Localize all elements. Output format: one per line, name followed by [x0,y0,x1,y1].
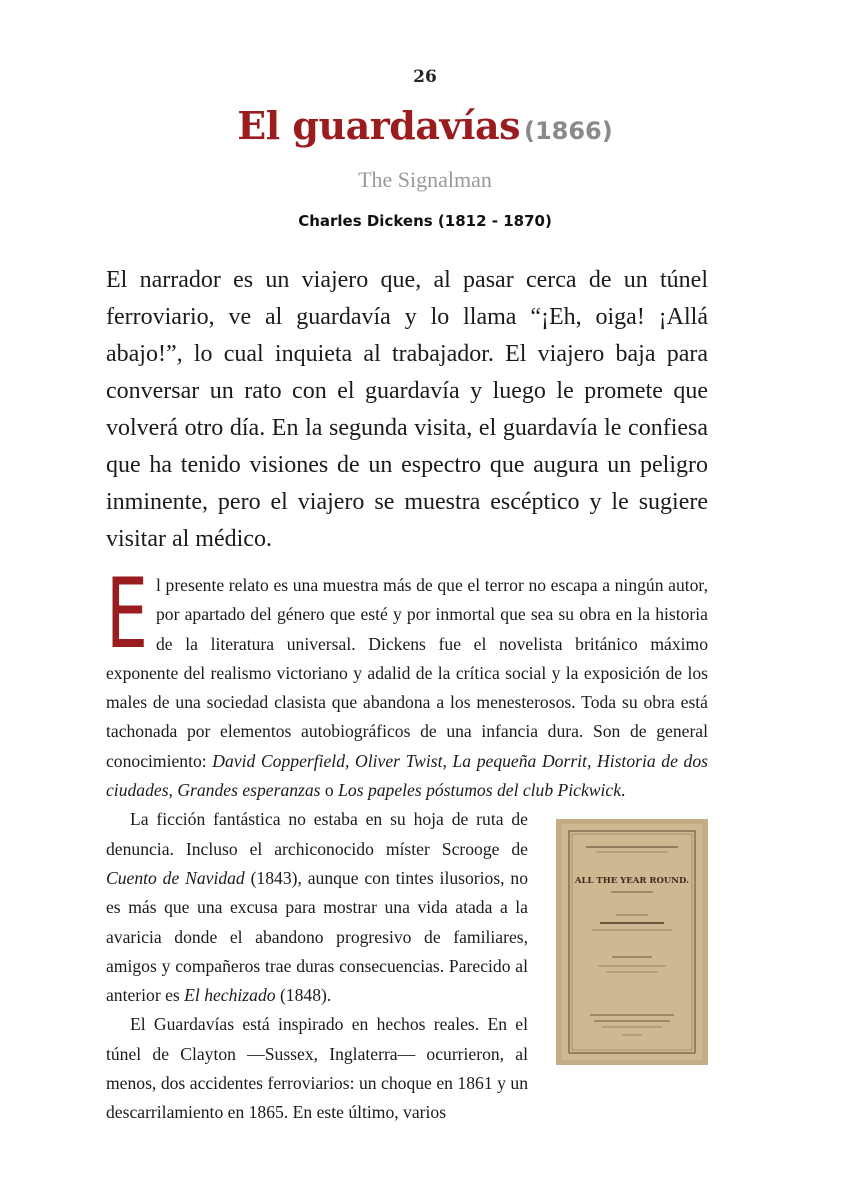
synopsis-paragraph: El narrador es un viajero que, al pasar cerca de un túnel ferroviario, ve al guardavía y lo llama “¡Eh, oiga! ¡Allá abajo!”, lo cual inquieta al trabajador. El viajero baja para conversar un rato con el guardavía y luego le promete que volverá otro día. En la segunda visita, el guardavía le confiesa que ha tenido visiones de un espectro que augura un peligro inminente, pero el viajero se muestra escéptico y le sugiere visitar al médico. [106,267,708,552]
original-title: The Signalman [358,167,492,192]
svg-text:ALL THE YEAR ROUND.: ALL THE YEAR ROUND. [574,876,690,887]
paragraph-1-last-work: Los papeles póstumos del club Pickwick [338,780,622,801]
paragraph-1-works: David Copperfield, Oliver Twist, La pequeña Dorrit, Historia de dos ciudades, Grandes esperanzas [106,750,708,801]
magazine-cover-illustration [556,819,708,1065]
paragraph-1-end: . [621,780,626,801]
body-paragraph-2 [106,805,708,1010]
page-number: 26 [413,67,437,87]
author-line: Charles Dickens (1812 - 1870) [298,212,552,230]
paragraph-1-text: l presente relato es una muestra más de que el terror no escapa a ningún autor, por apartado del género que esté y por inmortal que sea su obra en la historia de la literatura universal. Dickens fue el novelista británico máximo exponente del realismo victoriano y adalid de la crítica social y la exposición de los males de una sociedad clasista que abandona a los menesterosos. Toda su obra está tachonada por elementos autobiográficos de una infancia dura. Son de general conocimiento: [106,575,708,771]
body-text [106,558,708,1128]
paragraph-2-work-1: Cuento de Navidad [106,867,245,888]
story-year: (1866) [523,117,613,145]
paragraph-2-middle: (1843), aunque con tintes ilusorios, no es más que una excusa para mostrar una vida atada a la avaricia donde el abandono progresivo de familiares, amigos y compañeros trae duras consecuencias. Parecido al anterior es [106,867,528,1006]
paragraph-1-conjunction: o [320,780,339,801]
magazine-cover-image [556,819,708,1065]
svg-text:E: E [106,558,148,670]
body-paragraph-1 [106,558,708,805]
paragraph-2-work-2: El hechizado [184,985,276,1006]
paragraph-2-text: La ficción fantástica no estaba en su hoja de ruta de denuncia. Incluso el archiconocido míster Scrooge de [106,809,528,859]
drop-cap [106,558,148,670]
story-title-row [0,103,850,148]
body-paragraph-3: El Guardavías está inspirado en hechos reales. En el túnel de Clayton —Sussex, Inglaterra— ocurrieron, al menos, dos accidentes ferroviarios: un choque en 1861 y un descarrilamiento en 1865. En este último, varios [106,1014,528,1123]
paragraph-2-end: (1848). [275,985,332,1006]
story-title: El guardavías [237,103,520,148]
drop-cap-letter [106,558,148,670]
